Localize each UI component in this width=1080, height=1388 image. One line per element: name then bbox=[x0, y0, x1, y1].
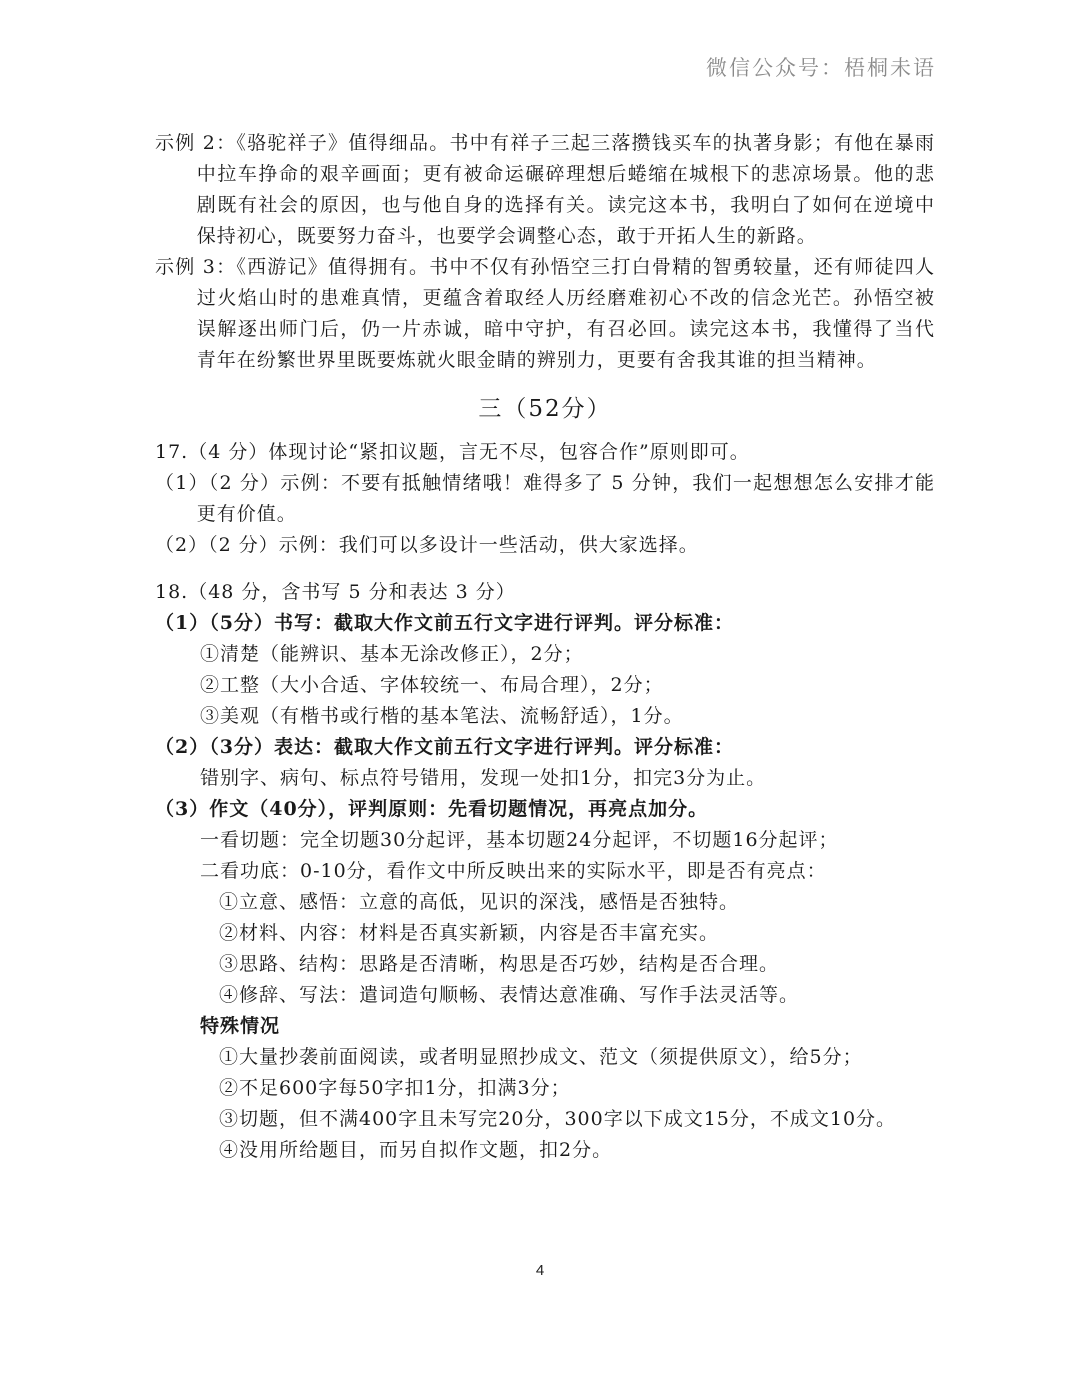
q18-part3-point-4: ④修辞、写法：遣词造句顺畅、表情达意准确、写作手法灵活等。 bbox=[219, 984, 800, 1006]
section-three-title: 三（52分） bbox=[478, 396, 612, 422]
example-3-paragraph: 示例 3：《西游记》值得拥有。书中不仅有孙悟空三打白骨精的智勇较量，还有师徒四人过火焰山时的患难真情，更蕴含着取经人历经磨难初心不改的信念光芒。孙悟空被误解逐出师门后，仍一片赤诚，暗中守护，有召必回。读完这本书，我懂得了当代青年在纷繁世界里既要炼就火眼金睛的辨别力，更要有舍我其谁的担当精神。 bbox=[155, 256, 935, 371]
q17-item-1: （1）（2 分）示例：不要有抵触情绪哦！难得多了 5 分钟，我们一起想想怎么安排才能更有价值。 bbox=[155, 472, 935, 525]
q18-special-title: 特殊情况 bbox=[200, 1015, 281, 1037]
q18-special-item-3: ③切题，但不满400字且未写完20分，300字以下成文15分，不成文10分。 bbox=[219, 1108, 897, 1130]
example-2-paragraph: 示例 2：《骆驼祥子》值得细品。书中有祥子三起三落攒钱买车的执著身影；有他在暴雨中拉车挣命的艰辛画面；更有被命运碾碎理想后蜷缩在城根下的悲凉场景。他的悲剧既有社会的原因，也与他自身的选择有关。读完这本书，我明白了如何在逆境中保持初心，既要努力奋斗，也要学会调整心态，敢于开拓人生的新路。 bbox=[155, 132, 935, 247]
watermark-text: 微信公众号：梧桐未语 bbox=[706, 56, 936, 80]
q18-part1-item-1: ①清楚（能辨识、基本无涂改修正），2分； bbox=[200, 643, 584, 665]
q18-special-item-2: ②不足600字每50字扣1分，扣满3分； bbox=[219, 1077, 571, 1099]
q18-part3-point-2: ②材料、内容：材料是否真实新颖，内容是否丰富充实。 bbox=[219, 922, 720, 944]
q18-part3-line-2: 二看功底：0-10分，看作文中所反映出来的实际水平，即是否有亮点： bbox=[200, 860, 827, 882]
q18-part1-item-3: ③美观（有楷书或行楷的基本笔法、流畅舒适），1分。 bbox=[200, 705, 684, 727]
q18-part2-title: （2）（3分）表达：截取大作文前五行文字进行评判。评分标准： bbox=[155, 736, 734, 758]
q18-intro: 18.（48 分，含书写 5 分和表达 3 分） bbox=[155, 581, 516, 603]
q18-special-item-4: ④没用所给题目，而另自拟作文题，扣2分。 bbox=[219, 1139, 613, 1161]
q18-part1-title: （1）（5分）书写：截取大作文前五行文字进行评判。评分标准： bbox=[155, 612, 734, 634]
document-body bbox=[155, 128, 935, 1166]
q18-part3-point-3: ③思路、结构：思路是否清晰，构思是否巧妙，结构是否合理。 bbox=[219, 953, 780, 975]
q18-part3-title: （3）作文（40分），评判原则：先看切题情况，再亮点加分。 bbox=[155, 798, 709, 820]
page-number: 4 bbox=[535, 1262, 545, 1279]
q18-special-item-1: ①大量抄袭前面阅读，或者明显照抄成文、范文（须提供原文），给5分； bbox=[219, 1046, 863, 1068]
q18-part2-text: 错别字、病句、标点符号错用，发现一处扣1分，扣完3分为止。 bbox=[200, 767, 767, 789]
q18-part1-item-2: ②工整（大小合适、字体较统一、布局合理），2分； bbox=[200, 674, 664, 696]
q18-part3-point-1: ①立意、感悟：立意的高低，见识的深浅，感悟是否独特。 bbox=[219, 891, 740, 913]
q17-item-2: （2）（2 分）示例：我们可以多设计一些活动，供大家选择。 bbox=[155, 534, 699, 556]
spacer bbox=[155, 561, 935, 577]
q17-intro: 17.（4 分）体现讨论“紧扣议题，言无不尽，包容合作”原则即可。 bbox=[155, 441, 750, 463]
q18-part3-line-1: 一看切题：完全切题30分起评，基本切题24分起评，不切题16分起评； bbox=[200, 829, 839, 851]
